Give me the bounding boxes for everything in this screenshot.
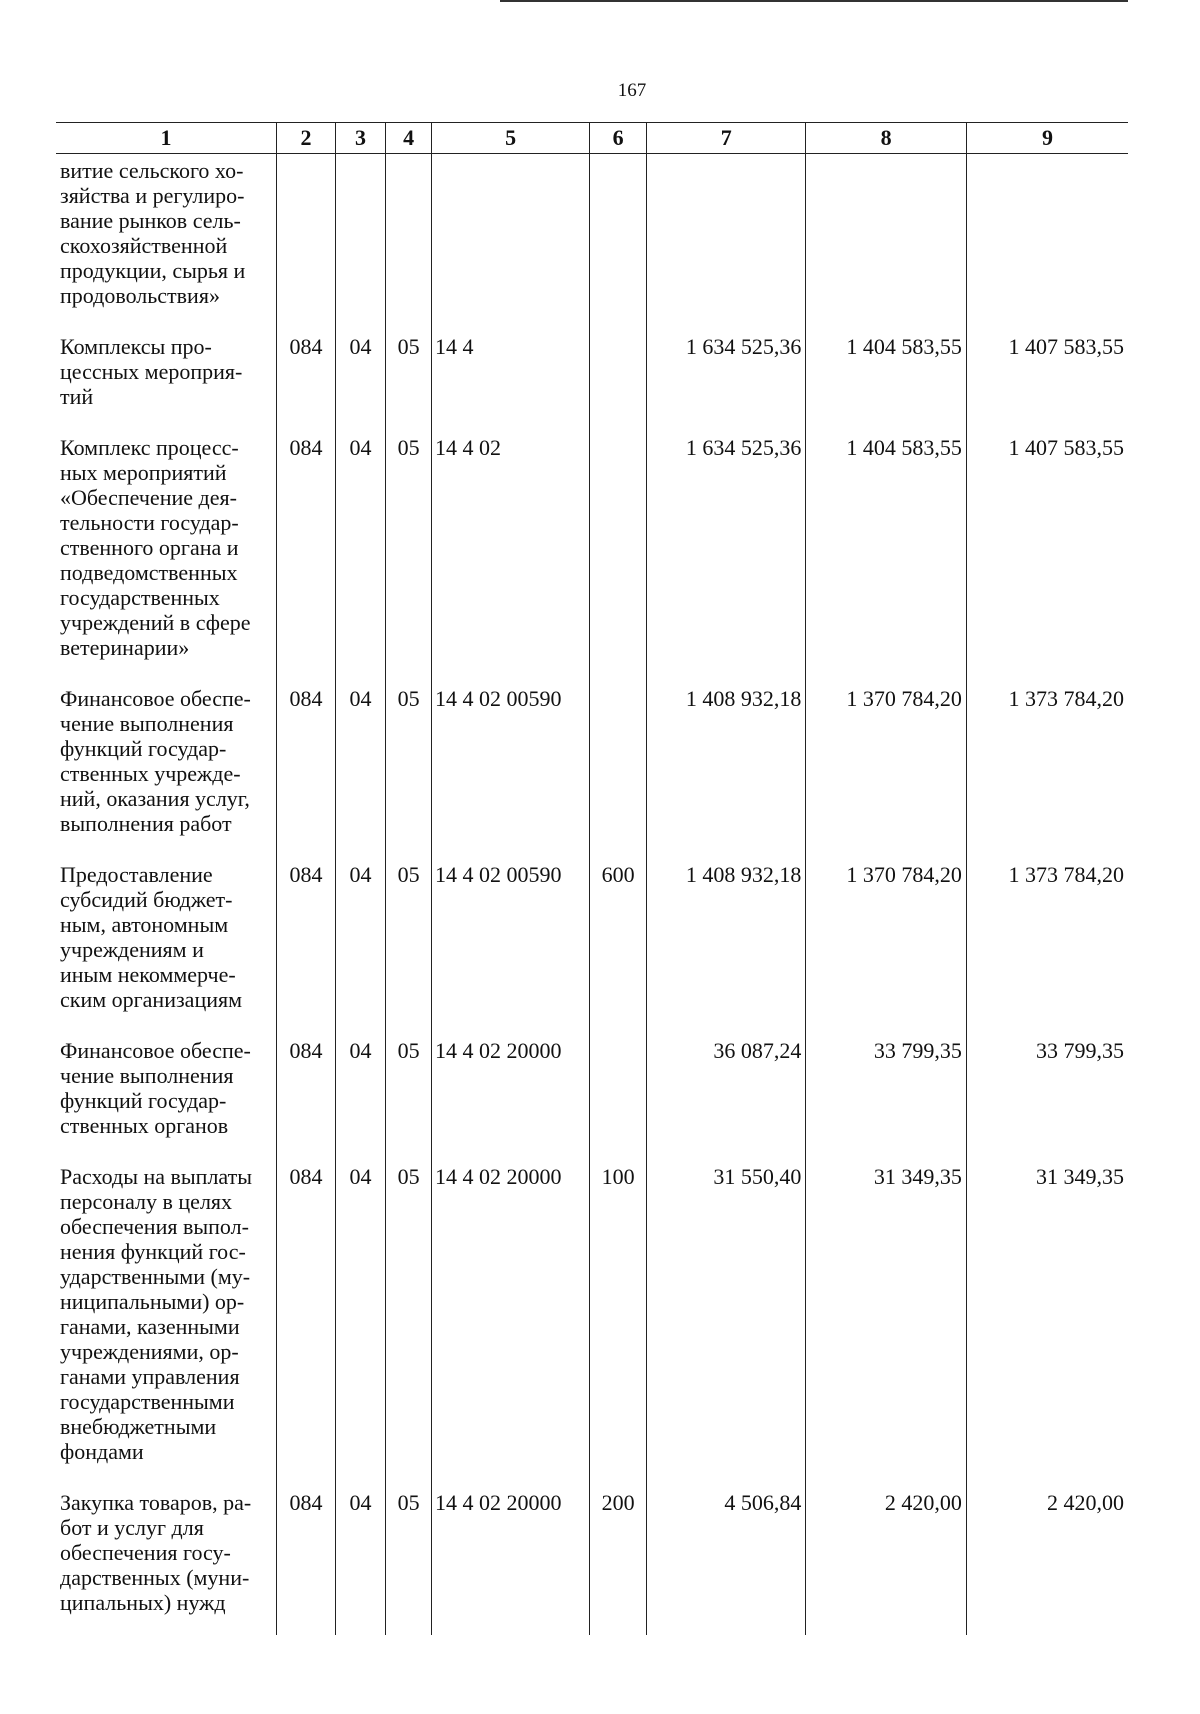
- table-row: [56, 856, 1128, 1032]
- cell-amount-7: 1 408 932,18: [647, 680, 806, 856]
- row-name: [56, 429, 277, 680]
- header-col-3: 3: [335, 123, 385, 154]
- row-name-text: Расходы на выплаты персоналу в целях обеспечения выпол- нения функций гос- ударственными (му- ниципальными) ор- ганами, казенными учреждениями, ор- ганами управления государственными внебюджетными фондами: [60, 1164, 253, 1464]
- cell-target-code: [431, 154, 589, 329]
- cell-amount-9: 1 407 583,55: [966, 429, 1128, 680]
- cell-target-code: 14 4 02 00590: [431, 856, 589, 1032]
- cell-ministry: 084: [277, 856, 336, 1032]
- cell-expense-type: 600: [590, 856, 647, 1032]
- table-row: [56, 680, 1128, 856]
- row-name-text: Закупка товаров, ра- бот и услуг для обеспечения госу- дарственных (муни- ципальных) нужд: [60, 1490, 252, 1615]
- row-name: [56, 856, 277, 1032]
- table-row: [56, 328, 1128, 429]
- row-name-text: Финансовое обеспе- чение выполнения функций государ- ственных учрежде- ний, оказания услуг, выполнения работ: [60, 686, 251, 836]
- cell-amount-9: 33 799,35: [966, 1032, 1128, 1158]
- cell-ministry: [277, 154, 336, 329]
- cell-subsection: 05: [386, 1158, 432, 1484]
- header-row: [56, 123, 1128, 154]
- row-name-text: Комплекс процесс- ных мероприятий «Обеспечение дея- тельности государ- ственного органа и подведомственных государственных учреждений в сфере ветеринарии»: [60, 435, 251, 660]
- cell-amount-9: 1 407 583,55: [966, 328, 1128, 429]
- cell-subsection: 05: [386, 1032, 432, 1158]
- header-col-5: 5: [431, 123, 589, 154]
- header-col-7: 7: [647, 123, 806, 154]
- cell-target-code: 14 4 02: [431, 429, 589, 680]
- cell-expense-type: [590, 429, 647, 680]
- row-name-text: Финансовое обеспе- чение выполнения функций государ- ственных органов: [60, 1038, 251, 1138]
- table-row: [56, 1484, 1128, 1635]
- cell-amount-7: 1 634 525,36: [647, 328, 806, 429]
- header-col-9: 9: [966, 123, 1128, 154]
- cell-target-code: 14 4 02 20000: [431, 1484, 589, 1635]
- cell-amount-9: [966, 154, 1128, 329]
- row-name: [56, 154, 277, 329]
- cell-subsection: 05: [386, 328, 432, 429]
- cell-expense-type: [590, 328, 647, 429]
- cell-amount-8: 1 370 784,20: [806, 680, 966, 856]
- cell-amount-8: 1 404 583,55: [806, 328, 966, 429]
- cell-expense-type: [590, 154, 647, 329]
- cell-amount-8: 33 799,35: [806, 1032, 966, 1158]
- cell-subsection: 05: [386, 856, 432, 1032]
- cell-amount-8: 31 349,35: [806, 1158, 966, 1484]
- table-body: [56, 154, 1128, 1636]
- cell-section: [335, 154, 385, 329]
- cell-section: 04: [335, 856, 385, 1032]
- cell-amount-7: 1 408 932,18: [647, 856, 806, 1032]
- cell-subsection: 05: [386, 429, 432, 680]
- table-header: [56, 123, 1128, 154]
- cell-amount-7: 36 087,24: [647, 1032, 806, 1158]
- cell-section: 04: [335, 1032, 385, 1158]
- cell-amount-9: 1 373 784,20: [966, 680, 1128, 856]
- cell-amount-9: 31 349,35: [966, 1158, 1128, 1484]
- header-col-2: 2: [277, 123, 336, 154]
- row-name: [56, 1032, 277, 1158]
- cell-ministry: 084: [277, 680, 336, 856]
- table-row: [56, 154, 1128, 329]
- row-name: [56, 328, 277, 429]
- cell-subsection: 05: [386, 680, 432, 856]
- cell-amount-7: [647, 154, 806, 329]
- cell-ministry: 084: [277, 429, 336, 680]
- cell-subsection: 05: [386, 1484, 432, 1635]
- cell-expense-type: [590, 1032, 647, 1158]
- cell-target-code: 14 4: [431, 328, 589, 429]
- cell-target-code: 14 4 02 20000: [431, 1158, 589, 1484]
- cell-expense-type: 200: [590, 1484, 647, 1635]
- row-name-text: витие сельского хо- зяйства и регулиро- вание рынков сель- скохозяйственной продукции, сырья и продовольствия»: [60, 158, 246, 308]
- cell-ministry: 084: [277, 328, 336, 429]
- row-name: [56, 1484, 277, 1635]
- cell-ministry: 084: [277, 1032, 336, 1158]
- table-row: [56, 429, 1128, 680]
- budget-table: [56, 122, 1128, 1635]
- header-col-8: 8: [806, 123, 966, 154]
- row-name-text: Комплексы про- цессных мероприя- тий: [60, 334, 243, 409]
- top-rule: [500, 0, 1128, 2]
- header-col-6: 6: [590, 123, 647, 154]
- cell-section: 04: [335, 1484, 385, 1635]
- cell-section: 04: [335, 1158, 385, 1484]
- cell-ministry: 084: [277, 1158, 336, 1484]
- cell-subsection: [386, 154, 432, 329]
- cell-amount-8: 1 370 784,20: [806, 856, 966, 1032]
- cell-ministry: 084: [277, 1484, 336, 1635]
- page-number: 167: [617, 80, 647, 101]
- cell-section: 04: [335, 429, 385, 680]
- cell-amount-9: 1 373 784,20: [966, 856, 1128, 1032]
- cell-amount-8: 2 420,00: [806, 1484, 966, 1635]
- header-col-4: 4: [386, 123, 432, 154]
- cell-amount-7: 4 506,84: [647, 1484, 806, 1635]
- cell-amount-7: 1 634 525,36: [647, 429, 806, 680]
- row-name: [56, 680, 277, 856]
- row-name-text: Предоставление субсидий бюджет- ным, автономным учреждениям и иным некоммерче- ским организациям: [60, 862, 243, 1012]
- table-row: [56, 1158, 1128, 1484]
- table-row: [56, 1032, 1128, 1158]
- cell-amount-7: 31 550,40: [647, 1158, 806, 1484]
- cell-amount-9: 2 420,00: [966, 1484, 1128, 1635]
- row-name: [56, 1158, 277, 1484]
- cell-section: 04: [335, 680, 385, 856]
- cell-amount-8: 1 404 583,55: [806, 429, 966, 680]
- cell-section: 04: [335, 328, 385, 429]
- cell-target-code: 14 4 02 00590: [431, 680, 589, 856]
- cell-expense-type: 100: [590, 1158, 647, 1484]
- cell-expense-type: [590, 680, 647, 856]
- header-col-1: 1: [56, 123, 277, 154]
- cell-target-code: 14 4 02 20000: [431, 1032, 589, 1158]
- cell-amount-8: [806, 154, 966, 329]
